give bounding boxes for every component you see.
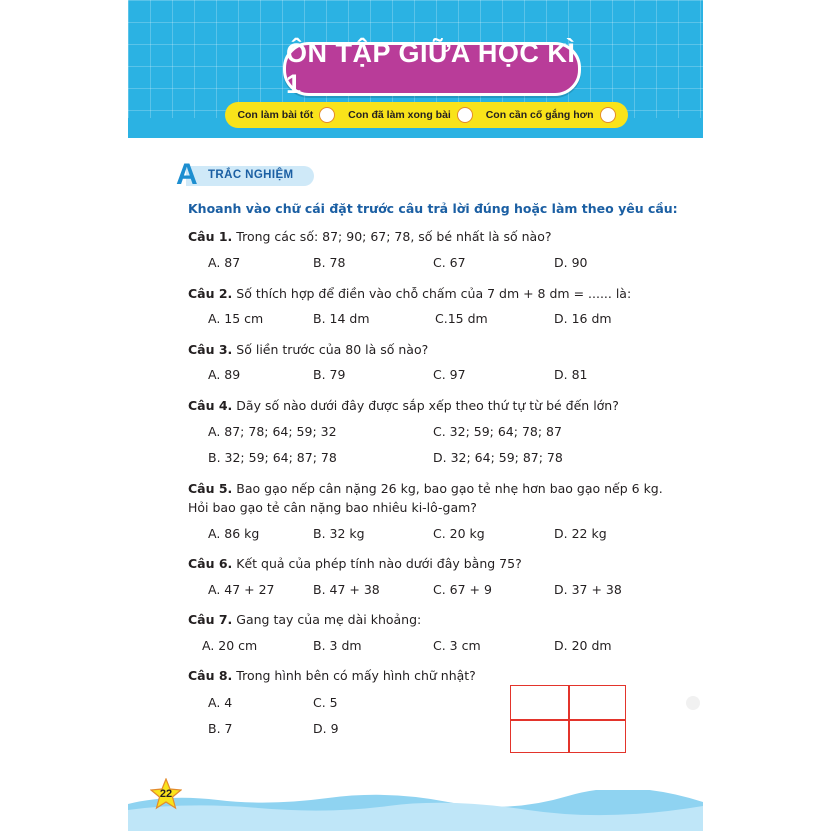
- answer-option[interactable]: B. 79: [313, 367, 346, 382]
- rating-label: Con đã làm xong bài: [348, 109, 451, 121]
- question-text: Trong các số: 87; 90; 67; 78, số bé nhất là số nào?: [232, 229, 552, 244]
- footer-wave: [128, 790, 703, 831]
- answer-option[interactable]: B. 14 dm: [313, 311, 370, 326]
- workbook-page: [128, 0, 703, 831]
- decorative-dot: [686, 696, 700, 710]
- figure-divider-horizontal: [511, 719, 625, 721]
- question-5: [188, 481, 663, 496]
- answer-option[interactable]: D. 90: [554, 255, 588, 270]
- answer-option[interactable]: A. 47 + 27: [208, 582, 275, 597]
- answer-option[interactable]: C.15 dm: [435, 311, 488, 326]
- question-number: Câu 6.: [188, 556, 233, 571]
- section-heading: [176, 158, 316, 191]
- rating-label: Con làm bài tốt: [237, 109, 314, 121]
- question-text: Số liền trước của 80 là số nào?: [232, 342, 429, 357]
- section-title: TRẮC NGHIỆM: [208, 169, 294, 181]
- answer-option[interactable]: D. 22 kg: [554, 526, 607, 541]
- answer-option[interactable]: B. 78: [313, 255, 346, 270]
- page-number: 22: [159, 788, 173, 800]
- question-7: [188, 612, 421, 627]
- page-title-pill: [283, 38, 581, 99]
- answer-option[interactable]: D. 81: [554, 367, 588, 382]
- rectangle-figure: [510, 685, 626, 753]
- answer-option[interactable]: D. 9: [313, 721, 339, 736]
- question-3: [188, 342, 428, 357]
- rating-checkbox[interactable]: [600, 107, 616, 123]
- question-number: Câu 1.: [188, 229, 233, 244]
- answer-option[interactable]: A. 87: [208, 255, 241, 270]
- section-letter: A: [176, 158, 198, 191]
- question-text-line-2: Hỏi bao gạo tẻ cân nặng bao nhiêu ki-lô-gam?: [188, 500, 477, 515]
- answer-option[interactable]: C. 67 + 9: [433, 582, 492, 597]
- answer-option[interactable]: C. 32; 59; 64; 78; 87: [433, 424, 562, 439]
- answer-option[interactable]: D. 37 + 38: [554, 582, 622, 597]
- question-number: Câu 8.: [188, 668, 233, 683]
- answer-option[interactable]: A. 86 kg: [208, 526, 260, 541]
- answer-option[interactable]: B. 7: [208, 721, 233, 736]
- rating-checkbox[interactable]: [457, 107, 473, 123]
- question-number: Câu 3.: [188, 342, 233, 357]
- rating-checkbox[interactable]: [319, 107, 335, 123]
- answer-option[interactable]: A. 20 cm: [202, 638, 258, 653]
- question-8: [188, 668, 476, 683]
- answer-option[interactable]: D. 20 dm: [554, 638, 612, 653]
- rating-item-try-harder: [486, 107, 616, 123]
- answer-option[interactable]: D. 16 dm: [554, 311, 612, 326]
- instruction-text: Khoanh vào chữ cái đặt trước câu trả lời đúng hoặc làm theo yêu cầu:: [188, 201, 678, 216]
- question-text: Trong hình bên có mấy hình chữ nhật?: [232, 668, 476, 683]
- question-6: [188, 556, 522, 571]
- question-number: Câu 4.: [188, 398, 233, 413]
- answer-option[interactable]: C. 97: [433, 367, 466, 382]
- question-2: [188, 286, 631, 301]
- answer-option[interactable]: C. 20 kg: [433, 526, 485, 541]
- answer-option[interactable]: B. 47 + 38: [313, 582, 380, 597]
- question-1: [188, 229, 552, 244]
- question-number: Câu 7.: [188, 612, 233, 627]
- answer-option[interactable]: C. 3 cm: [433, 638, 481, 653]
- answer-option[interactable]: A. 89: [208, 367, 241, 382]
- answer-option[interactable]: B. 32; 59; 64; 87; 78: [208, 450, 337, 465]
- question-number: Câu 5.: [188, 481, 233, 496]
- answer-option[interactable]: C. 5: [313, 695, 338, 710]
- question-4: [188, 398, 619, 413]
- page-title: ÔN TẬP GIỮA HỌC KÌ 1: [286, 38, 576, 99]
- answer-option[interactable]: A. 87; 78; 64; 59; 32: [208, 424, 337, 439]
- question-text: Gang tay của mẹ dài khoảng:: [232, 612, 422, 627]
- answer-option[interactable]: A. 4: [208, 695, 233, 710]
- answer-option[interactable]: A. 15 cm: [208, 311, 264, 326]
- question-text: Bao gạo nếp cân nặng 26 kg, bao gạo tẻ nhẹ hơn bao gạo nếp 6 kg.: [232, 481, 663, 496]
- question-text: Số thích hợp để điền vào chỗ chấm của 7 dm + 8 dm = ...... là:: [232, 286, 632, 301]
- self-rating-bar: [225, 102, 628, 128]
- answer-option[interactable]: D. 32; 64; 59; 87; 78: [433, 450, 563, 465]
- answer-option[interactable]: B. 32 kg: [313, 526, 365, 541]
- answer-option[interactable]: B. 3 dm: [313, 638, 362, 653]
- rating-label: Con cần cố gắng hơn: [485, 109, 594, 121]
- question-number: Câu 2.: [188, 286, 233, 301]
- rating-item-good: [237, 107, 335, 123]
- question-text: Dãy số nào dưới đây được sắp xếp theo thứ tự từ bé đến lớn?: [232, 398, 619, 413]
- answer-option[interactable]: C. 67: [433, 255, 466, 270]
- rating-item-done: [348, 107, 473, 123]
- question-text: Kết quả của phép tính nào dưới đây bằng 75?: [232, 556, 522, 571]
